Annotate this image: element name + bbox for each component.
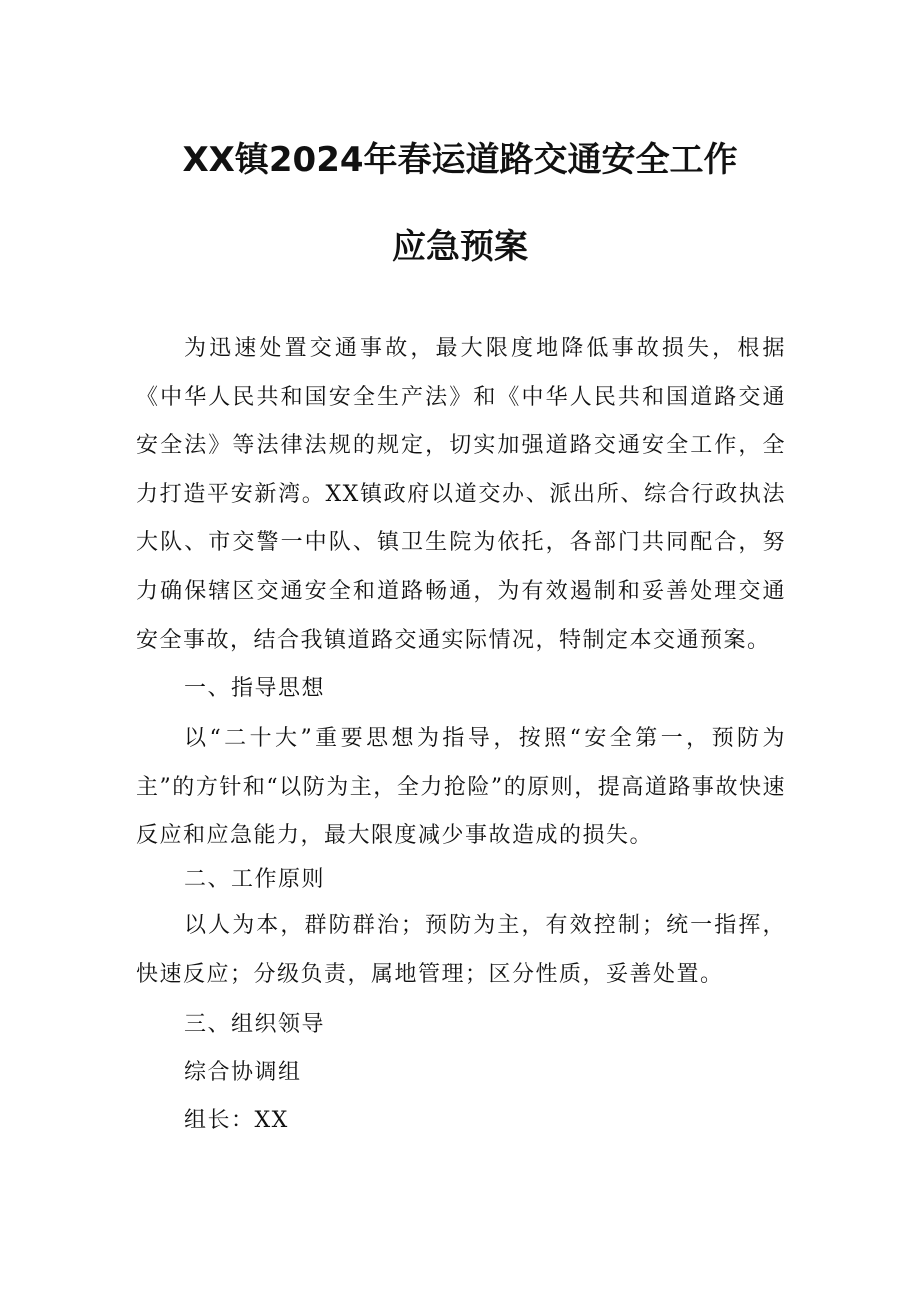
document-title-line-1: XX镇2024年春运道路交通安全工作 bbox=[182, 140, 738, 180]
work-principles-paragraph: 以人为本，群防群治；预防为主，有效控制；统一指挥，快速反应；分级负责，属地管理；区分性质，妥善处置。 bbox=[136, 913, 786, 987]
intro-paragraph: 为迅速处置交通事故，最大限度地降低事故损失，根据《中华人民共和国安全生产法》和《中华人民共和国道路交通安全法》等法律法规的规定，切实加强道路交通安全工作，全力打造平安新湾。XX镇政府以道交办、派出所、综合行政执法大队、市交警一中队、镇卫生院为依托，各部门共同配合，努力确保辖区交通安全和道路畅通，为有效遏制和妥善处理交通安全事故，结合我镇道路交通实际情况，特制定本交通预案。 bbox=[136, 336, 786, 653]
section-heading-work-principles: 二、工作原则 bbox=[184, 867, 326, 892]
document-title-line-2: 应急预案 bbox=[392, 227, 528, 267]
group-leader-line: 组长：XX bbox=[184, 1108, 289, 1133]
section-heading-organization: 三、组织领导 bbox=[184, 1012, 326, 1037]
section-heading-guiding-thought: 一、指导思想 bbox=[184, 676, 326, 701]
guiding-thought-paragraph: 以“二十大”重要思想为指导，按照“安全第一，预防为主”的方针和“以防为主，全力抢险”的原则，提高道路事故快速反应和应急能力，最大限度减少事故造成的损失。 bbox=[136, 726, 786, 849]
coordination-group-label: 综合协调组 bbox=[184, 1060, 302, 1085]
